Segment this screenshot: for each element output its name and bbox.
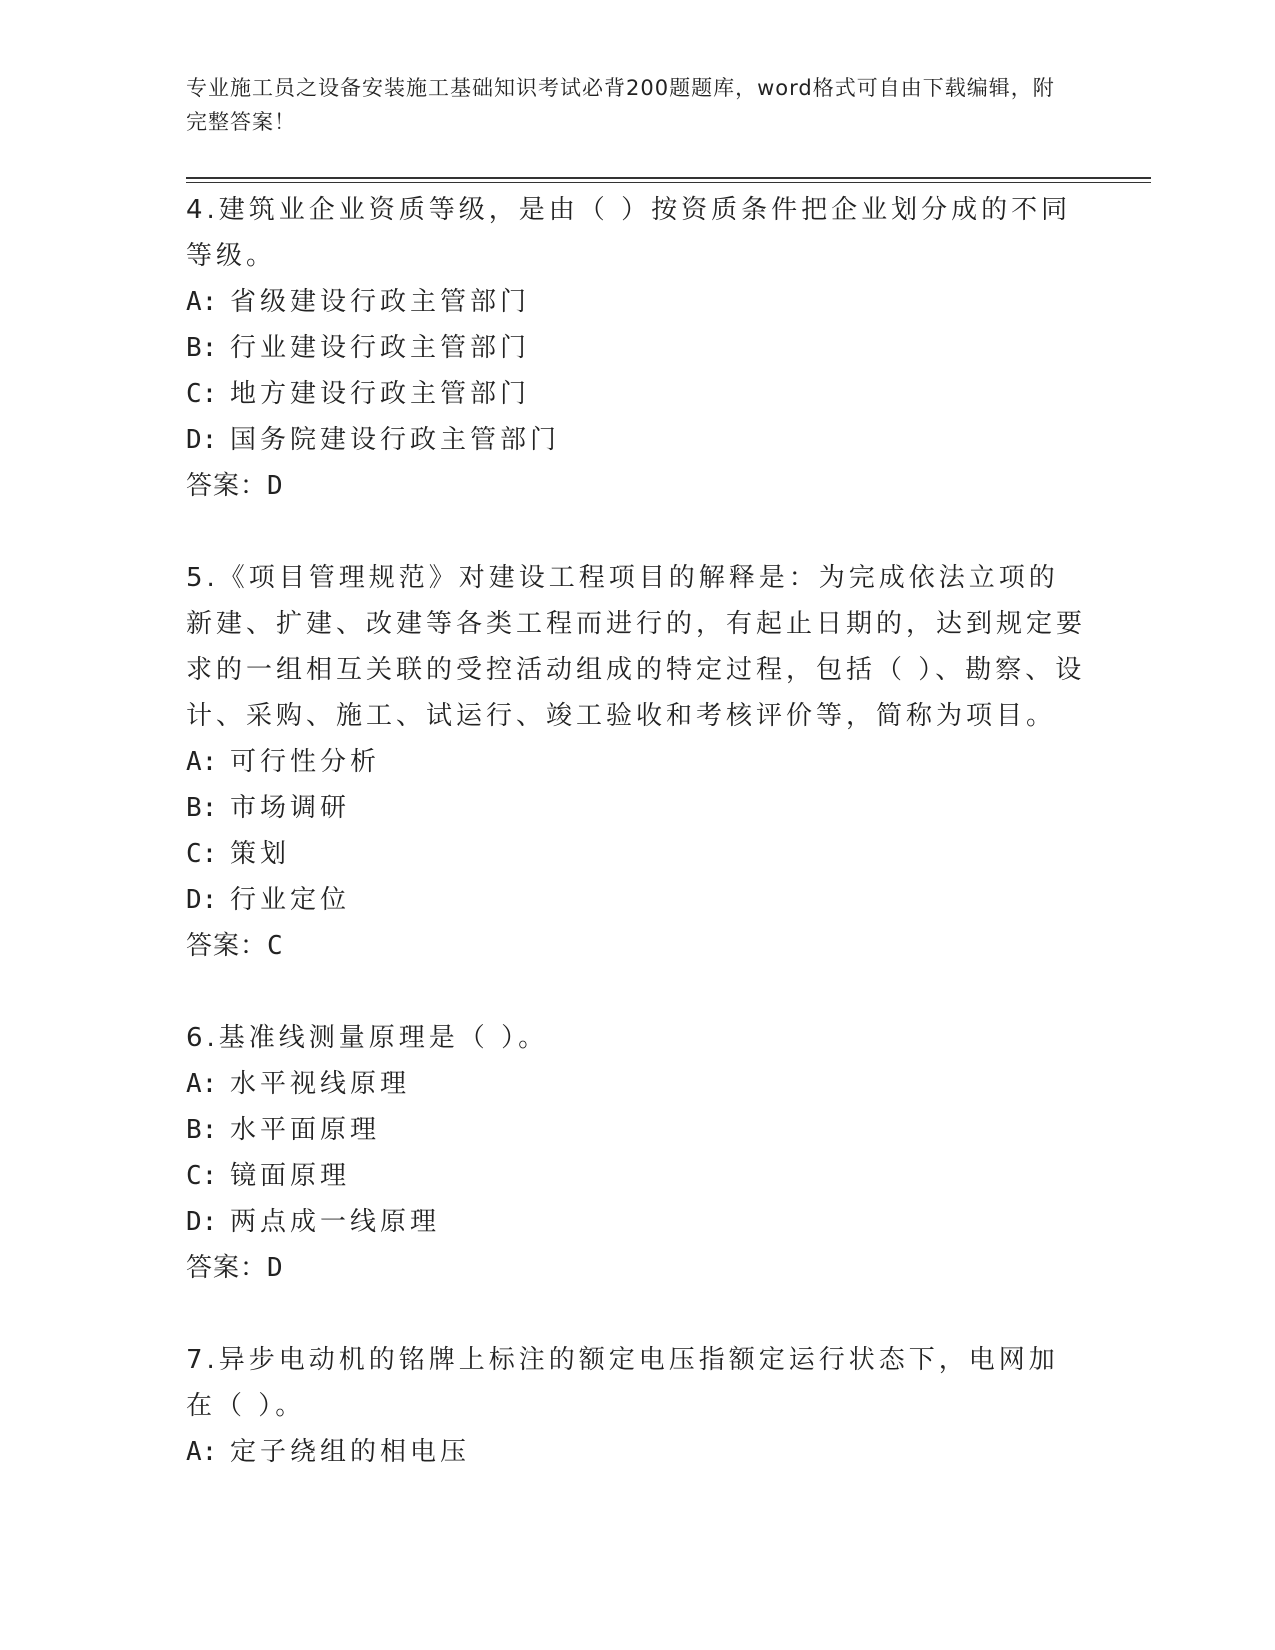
option-a — [186, 1429, 1086, 1475]
option-text: 国务院建设行政主管部门 — [230, 425, 561, 455]
answer-label: 答案： — [186, 1253, 268, 1283]
answer-value: C — [267, 931, 284, 961]
option-letter: B: — [186, 793, 218, 823]
answer-line — [186, 923, 1086, 969]
option-text: 行业定位 — [230, 885, 351, 915]
option-letter: D: — [186, 1207, 218, 1237]
option-letter: C: — [186, 839, 218, 869]
option-text: 水平视线原理 — [230, 1069, 411, 1099]
option-text: 两点成一线原理 — [230, 1207, 441, 1237]
option-a — [186, 1061, 1086, 1107]
option-text: 市场调研 — [230, 793, 351, 823]
question-6 — [186, 1015, 1086, 1291]
option-d — [186, 877, 1086, 923]
option-text: 可行性分析 — [230, 747, 381, 777]
question-stem: 4.建筑业企业资质等级，是由（ ）按资质条件把企业划分成的不同等级。 — [186, 195, 1072, 271]
option-letter: C: — [186, 379, 218, 409]
option-letter: A: — [186, 1069, 218, 1099]
question-7 — [186, 1337, 1086, 1475]
option-letter: D: — [186, 425, 218, 455]
option-text: 定子绕组的相电压 — [230, 1437, 471, 1467]
document-header — [186, 71, 1066, 139]
question-list — [186, 187, 1086, 1521]
question-stem: 6.基准线测量原理是（ ）。 — [186, 1023, 549, 1053]
option-text: 行业建设行政主管部门 — [230, 333, 531, 363]
option-letter: B: — [186, 333, 218, 363]
option-text: 策划 — [230, 839, 291, 869]
option-letter: B: — [186, 1115, 218, 1145]
option-a — [186, 279, 1086, 325]
answer-value: D — [267, 1253, 284, 1283]
option-letter: C: — [186, 1161, 218, 1191]
option-text: 地方建设行政主管部门 — [230, 379, 531, 409]
question-4 — [186, 187, 1086, 509]
answer-line — [186, 463, 1086, 509]
answer-value: D — [267, 471, 284, 501]
question-stem: 7.异步电动机的铭牌上标注的额定电压指额定运行状态下，电网加在（ ）。 — [186, 1345, 1059, 1421]
option-letter: A: — [186, 747, 218, 777]
option-d — [186, 417, 1086, 463]
option-d — [186, 1199, 1086, 1245]
option-letter: A: — [186, 1437, 218, 1467]
option-text: 镜面原理 — [230, 1161, 351, 1191]
option-b — [186, 1107, 1086, 1153]
answer-label: 答案： — [186, 471, 268, 501]
question-5 — [186, 555, 1086, 969]
option-letter: D: — [186, 885, 218, 915]
option-b — [186, 325, 1086, 371]
header-text: 专业施工员之设备安装施工基础知识考试必背200题题库，word格式可自由下载编辑，附完整答案！ — [186, 76, 1055, 134]
answer-label: 答案： — [186, 931, 268, 961]
option-text: 水平面原理 — [230, 1115, 381, 1145]
option-c — [186, 371, 1086, 417]
option-a — [186, 739, 1086, 785]
option-letter: A: — [186, 287, 218, 317]
header-divider — [186, 177, 1151, 183]
option-text: 省级建设行政主管部门 — [230, 287, 531, 317]
question-stem: 5.《项目管理规范》对建设工程项目的解释是：为完成依法立项的新建、扩建、改建等各类工程而进行的，有起止日期的，达到规定要求的一组相互关联的受控活动组成的特定过程，包括（ ）、勘察、设计、采购、施工、试运行、竣工验收和考核评价等，简称为项目。 — [186, 563, 1087, 731]
option-b — [186, 785, 1086, 831]
option-c — [186, 831, 1086, 877]
option-c — [186, 1153, 1086, 1199]
answer-line — [186, 1245, 1086, 1291]
